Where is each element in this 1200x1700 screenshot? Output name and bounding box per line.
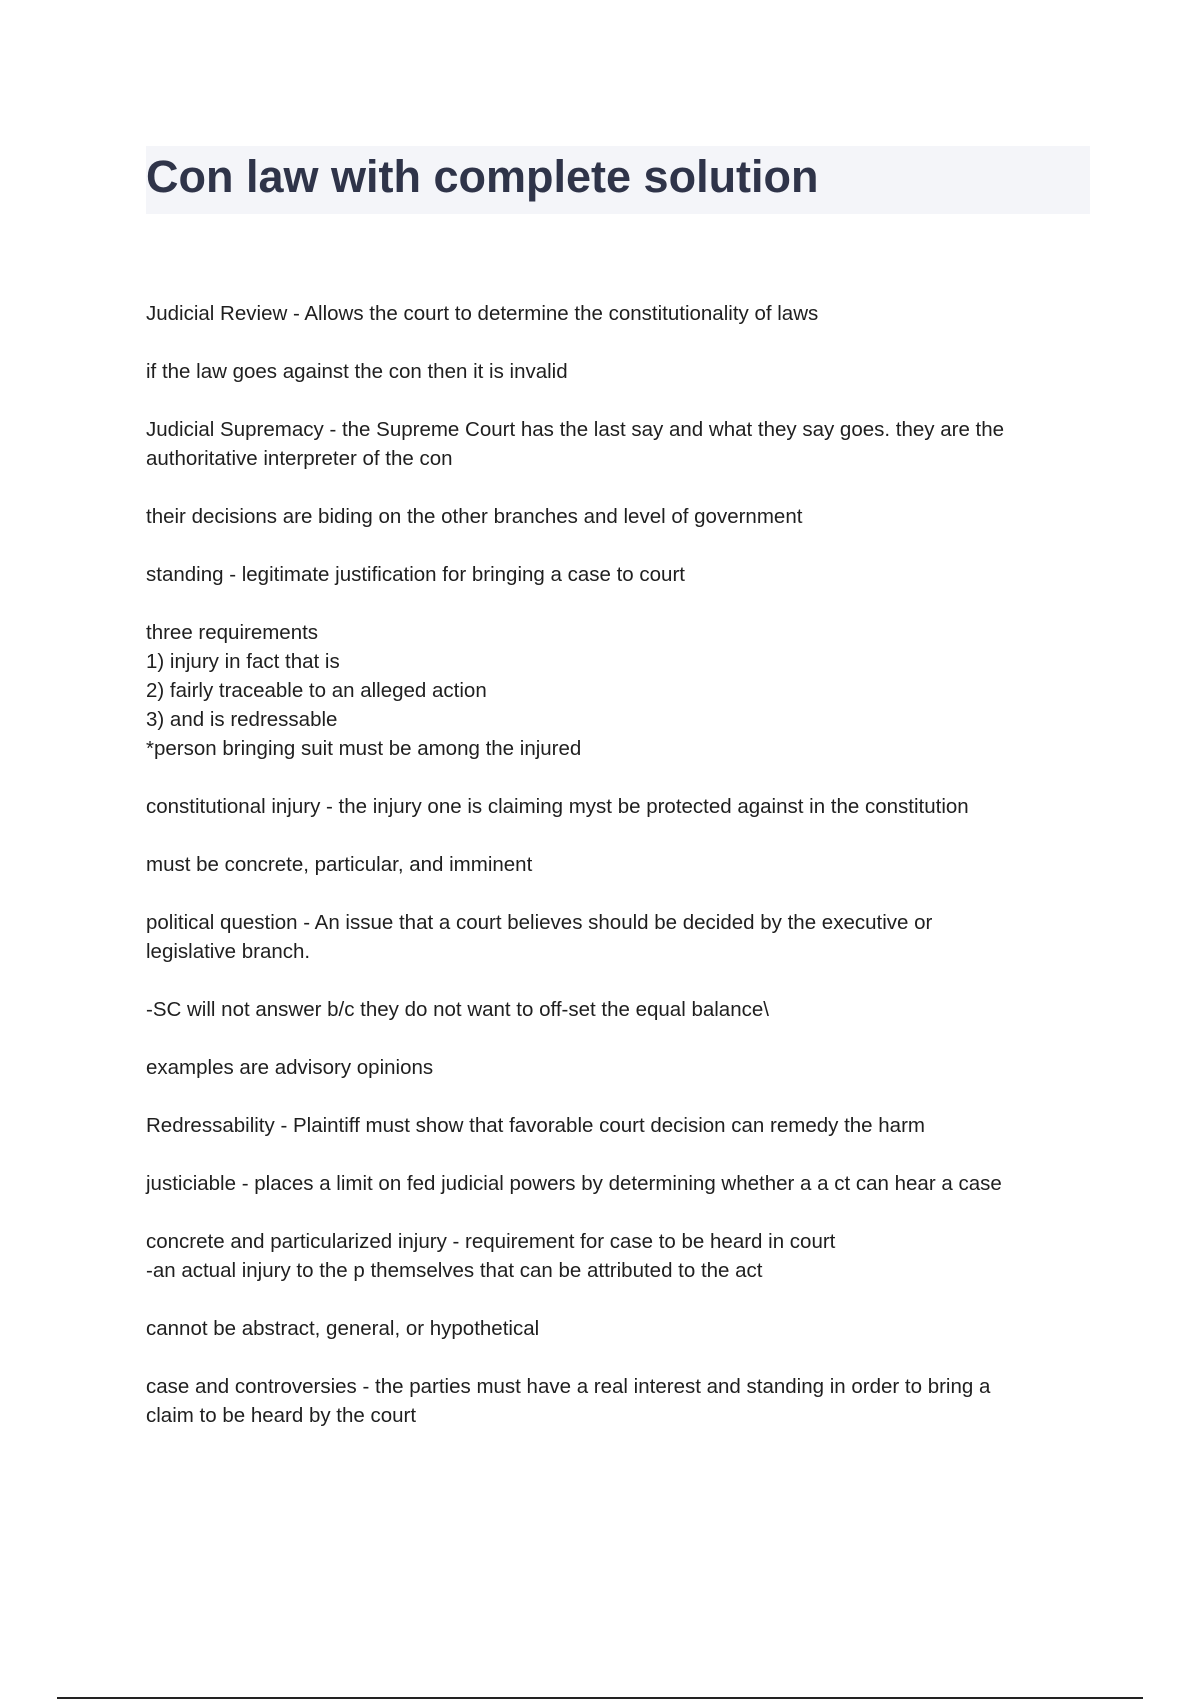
- paragraph: [146, 1372, 1076, 1430]
- text-line: if the law goes against the con then it is invalid: [146, 360, 568, 383]
- text-line: Judicial Supremacy - the Supreme Court has the last say and what they say goes. they are the: [146, 418, 1005, 441]
- paragraph: [146, 1227, 1076, 1285]
- paragraph: [146, 1053, 1076, 1082]
- text-line: justiciable - places a limit on fed judicial powers by determining whether a a ct can hear a case: [146, 1172, 1002, 1195]
- paragraph: [146, 1314, 1076, 1343]
- document-body: [146, 299, 1076, 1459]
- paragraph: [146, 299, 1076, 328]
- text-line: their decisions are biding on the other branches and level of government: [146, 505, 803, 528]
- paragraph: [146, 850, 1076, 879]
- text-line: Judicial Review - Allows the court to determine the constitutionality of laws: [146, 302, 819, 325]
- text-line: legislative branch.: [146, 940, 311, 963]
- text-line: political question - An issue that a court believes should be decided by the executive or: [146, 911, 933, 934]
- paragraph: [146, 560, 1076, 589]
- text-line: examples are advisory opinions: [146, 1056, 434, 1079]
- text-line: claim to be heard by the court: [146, 1404, 417, 1427]
- paragraph: [146, 1169, 1076, 1198]
- text-line: Redressability - Plaintiff must show that favorable court decision can remedy the harm: [146, 1114, 925, 1137]
- paragraph: [146, 995, 1076, 1024]
- text-line: concrete and particularized injury - requirement for case to be heard in court: [146, 1230, 836, 1253]
- footer-divider: [57, 1697, 1143, 1699]
- text-line: 3) and is redressable: [146, 708, 338, 731]
- text-line: constitutional injury - the injury one is claiming myst be protected against in the constitution: [146, 795, 969, 818]
- paragraph: [146, 502, 1076, 531]
- text-line: *person bringing suit must be among the injured: [146, 737, 582, 760]
- text-line: -an actual injury to the p themselves that can be attributed to the act: [146, 1259, 763, 1282]
- text-line: must be concrete, particular, and imminent: [146, 853, 533, 876]
- paragraph: [146, 415, 1076, 473]
- text-line: standing - legitimate justification for bringing a case to court: [146, 563, 685, 586]
- text-line: -SC will not answer b/c they do not want to off-set the equal balance\: [146, 998, 769, 1021]
- text-line: three requirements: [146, 621, 319, 644]
- title-band: [146, 146, 1090, 214]
- text-line: authoritative interpreter of the con: [146, 447, 453, 470]
- paragraph: [146, 908, 1076, 966]
- text-line: case and controversies - the parties must have a real interest and standing in order to bring a: [146, 1375, 991, 1398]
- document-title: Con law with complete solution: [146, 151, 819, 202]
- paragraph: [146, 1111, 1076, 1140]
- paragraph: [146, 357, 1076, 386]
- text-line: 2) fairly traceable to an alleged action: [146, 679, 487, 702]
- text-line: cannot be abstract, general, or hypothetical: [146, 1317, 540, 1340]
- paragraph: [146, 792, 1076, 821]
- text-line: 1) injury in fact that is: [146, 650, 340, 673]
- paragraph: [146, 618, 1076, 763]
